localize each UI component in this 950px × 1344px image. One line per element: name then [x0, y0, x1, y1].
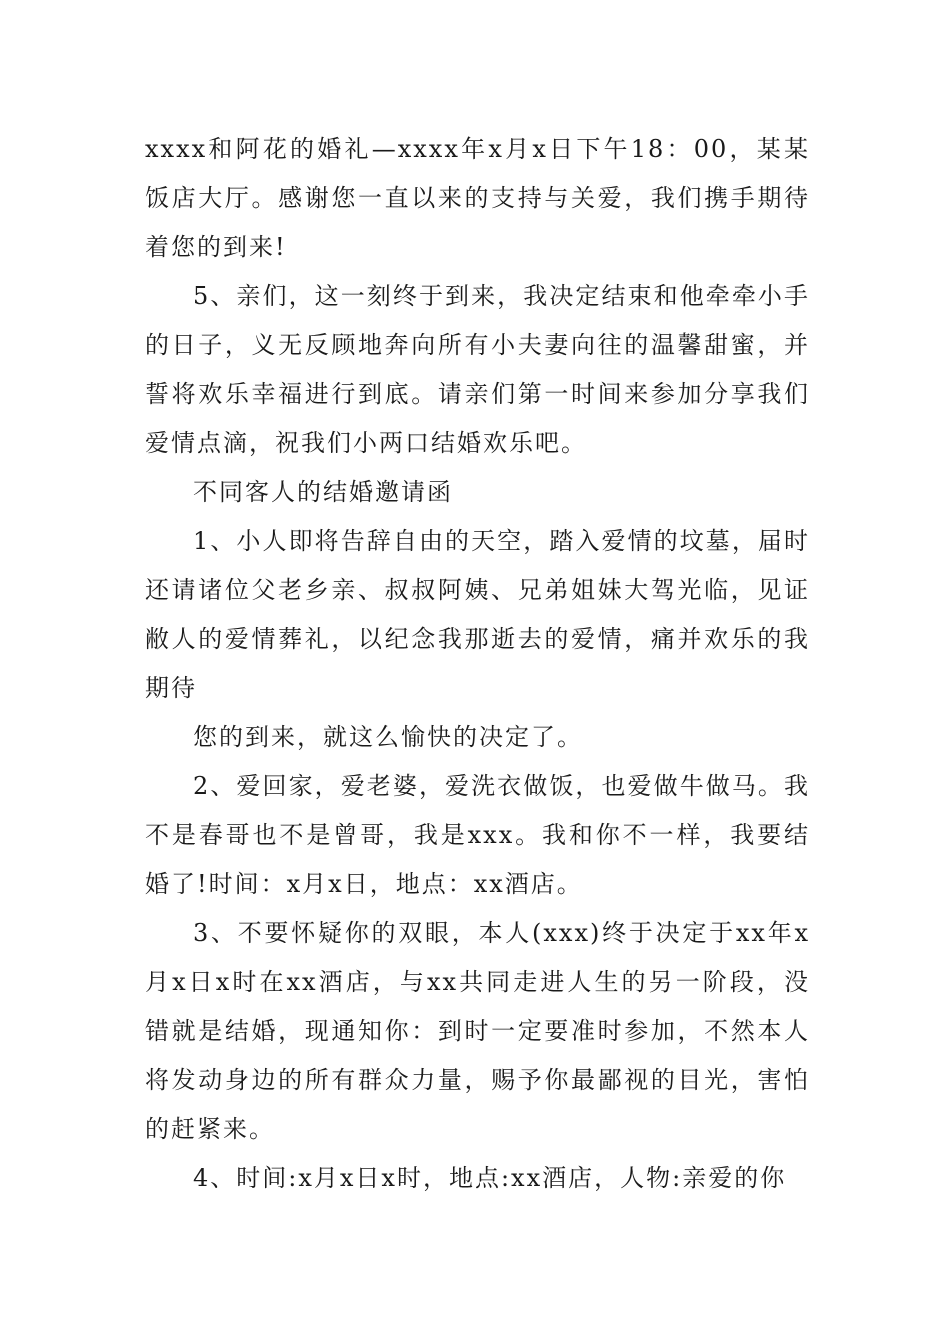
- paragraph-item-1: 1、小人即将告辞自由的天空，踏入爱情的坟墓，届时还请诸位父老乡亲、叔叔阿姨、兄弟姐妹大驾光临，见证敝人的爱情葬礼，以纪念我那逝去的爱情，痛并欢乐的我期待: [145, 527, 810, 702]
- paragraph-item-5: 5、亲们，这一刻终于到来，我决定结束和他牵牵小手的日子，义无反顾地奔向所有小夫妻向往的温馨甜蜜，并誓将欢乐幸福进行到底。请亲们第一时间来参加分享我们爱情点滴，祝我们小两口结婚欢乐吧。: [145, 282, 810, 457]
- section-heading: 不同客人的结婚邀请函: [193, 478, 453, 506]
- paragraph-invitation-tail: xxxx和阿花的婚礼—xxxx年x月x日下午18：00，某某饭店大厅。感谢您一直以来的支持与关爱，我们携手期待着您的到来!: [145, 135, 810, 261]
- document-body: [145, 125, 810, 1203]
- paragraph-item-4: 4、时间:x月x日x时，地点:xx酒店，人物:亲爱的你: [193, 1164, 787, 1192]
- paragraph-item-3: 3、不要怀疑你的双眼，本人(xxx)终于决定于xx年x月x日x时在xx酒店，与xx共同走进人生的另一阶段，没错就是结婚，现通知你：到时一定要准时参加，不然本人将发动身边的所有群众力量，赐予你最鄙视的目光，害怕的赶紧来。: [145, 919, 810, 1143]
- paragraph-item-2: 2、爱回家，爱老婆，爱洗衣做饭，也爱做牛做马。我不是春哥也不是曾哥，我是xxx。我和你不一样，我要结婚了!时间：x月x日，地点：xx酒店。: [145, 772, 810, 898]
- paragraph-item-1-continued: 您的到来，就这么愉快的决定了。: [193, 723, 583, 751]
